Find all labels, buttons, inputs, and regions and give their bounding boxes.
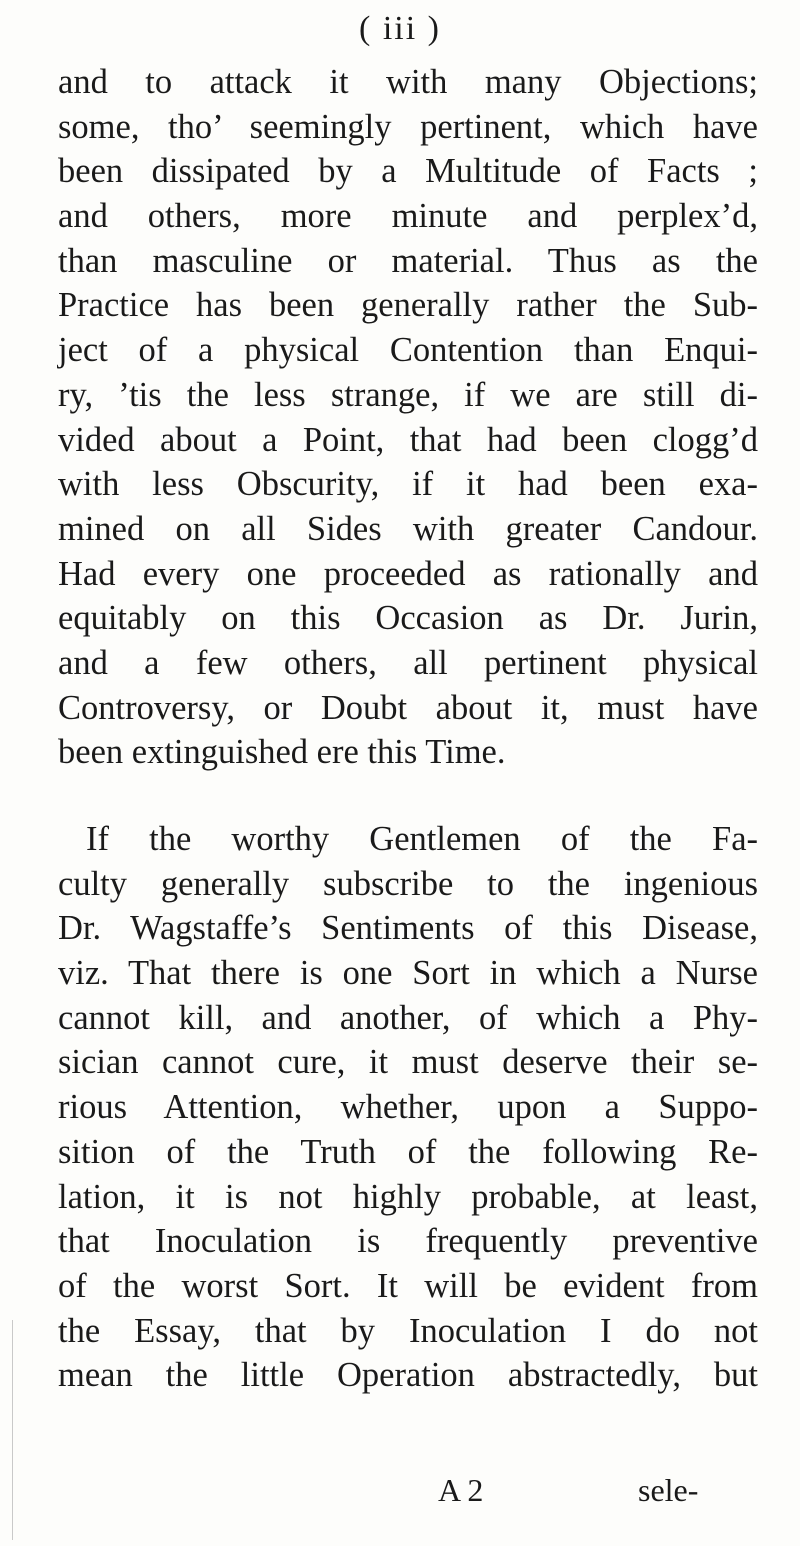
text-line: and a few others, all pertinent physical — [58, 643, 758, 682]
text-line: vided about a Point, that had been clogg’d — [58, 420, 758, 459]
text-line: ry, ’tis the less strange, if we are still di- — [58, 375, 758, 414]
margin-edge-line — [12, 1320, 13, 1540]
text-line: lation, it is not highly probable, at least, — [58, 1177, 758, 1216]
text-line: Had every one proceeded as rationally and — [58, 554, 758, 593]
text-line: viz. That there is one Sort in which a Nurse — [58, 954, 758, 993]
body-text — [58, 60, 758, 1398]
text-line: with less Obscurity, if it had been exa- — [58, 465, 758, 504]
text-line: Practice has been generally rather the Sub- — [58, 286, 758, 325]
text-line: and to attack it with many Objections; — [58, 63, 758, 101]
text-line: mean the little Operation abstractedly, but — [58, 1356, 758, 1395]
paragraph-spacer — [58, 775, 758, 817]
text-line: been dissipated by a Multitude of Facts ; — [58, 152, 758, 191]
text-line: sician cannot cure, it must deserve their se- — [58, 1043, 758, 1082]
signature-mark: A 2 — [438, 1472, 484, 1508]
text-line: that Inoculation is frequently preventive — [58, 1222, 758, 1261]
text-line: some, tho’ seemingly pertinent, which have — [58, 107, 758, 146]
catchword: sele- — [638, 1472, 699, 1508]
text-line: and others, more minute and perplex’d, — [58, 197, 758, 236]
text-line: rious Attention, whether, upon a Suppo- — [58, 1088, 758, 1127]
text-line: equitably on this Occasion as Dr. Jurin, — [58, 599, 758, 638]
text-line: Controversy, or Doubt about it, must have — [58, 688, 758, 727]
text-line: than masculine or material. Thus as the — [58, 241, 758, 280]
text-line: cannot kill, and another, of which a Phy- — [58, 998, 758, 1037]
page-number: ( iii ) — [359, 10, 441, 47]
text-line: ject of a physical Contention than Enqui- — [58, 331, 758, 370]
text-line: the Essay, that by Inoculation I do not — [58, 1311, 758, 1350]
text-line: If the worthy Gentlemen of the Fa- — [86, 820, 758, 858]
paragraph-2 — [58, 817, 758, 1398]
text-line: mined on all Sides with greater Candour. — [58, 509, 758, 548]
text-line: sition of the Truth of the following Re- — [58, 1132, 758, 1171]
text-line: Dr. Wagstaffe’s Sentiments of this Disease, — [58, 909, 758, 948]
text-line: of the worst Sort. It will be evident from — [58, 1266, 758, 1305]
text-line: culty generally subscribe to the ingenious — [58, 864, 758, 903]
text-line: been extinguished ere this Time. — [58, 733, 506, 772]
paragraph-1 — [58, 60, 758, 775]
